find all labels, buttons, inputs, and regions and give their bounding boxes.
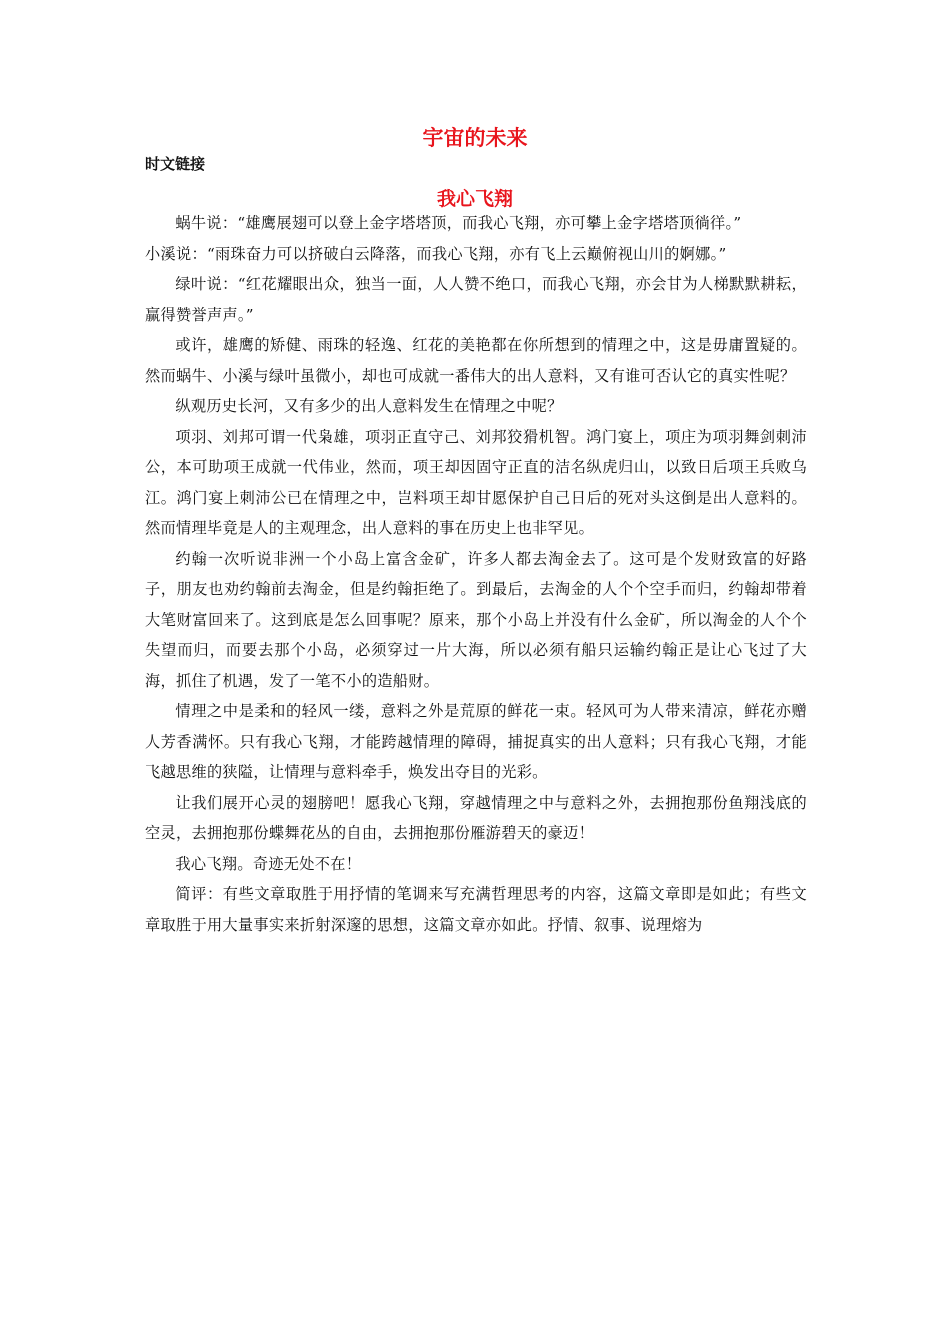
paragraph: 小溪说：“雨珠奋力可以挤破白云降落，而我心飞翔，亦有飞上云巅俯视山川的婀娜。” xyxy=(145,244,727,263)
paragraph: 我心飞翔。奇迹无处不在！ xyxy=(175,854,362,873)
paragraph: 纵观历史长河，又有多少的出人意料发生在情理之中呢？ xyxy=(175,397,563,415)
review-paragraph: 简评：有些文章取胜于用抒情的笔调来写充满哲理思考的内容，这篇文章即是如此；有些文章取胜于用大量事实来折射深邃的思想，这篇文章亦如此。抒情、叙事、说理熔为 xyxy=(145,885,807,934)
paragraph: 绿叶说：“红花耀眼出众，独当一面，人人赞不绝口，而我心飞翔，亦会甘为人梯默默耕耘，赢得赞誉声声。” xyxy=(145,275,807,324)
document-title: 宇宙的未来 xyxy=(422,126,528,150)
article-body xyxy=(145,208,807,940)
paragraph: 让我们展开心灵的翅膀吧！愿我心飞翔，穿越情理之中与意料之外，去拥抱那份鱼翔浅底的空灵，去拥抱那份蝶舞花丛的自由，去拥抱那份雁游碧天的豪迈！ xyxy=(145,793,807,842)
paragraph: 蜗牛说：“雄鹰展翅可以登上金字塔塔顶，而我心飞翔，亦可攀上金字塔塔顶徜徉。” xyxy=(175,214,742,232)
paragraph: 项羽、刘邦可谓一代枭雄，项羽正直守己、刘邦狡猾机智。鸿门宴上，项庄为项羽舞剑刺沛公，本可助项王成就一代伟业，然而，项王却因固守正直的洁名纵虎归山，以致日后项王兵败乌江。鸿门宴上刺沛公已在情理之中，岂料项王却甘愿保护自己日后的死对头这倒是出人意料的。然而情理毕竟是人的主观理念，出人意料的事在历史上也非罕见。 xyxy=(145,427,807,537)
article-title: 我心飞翔 xyxy=(436,188,513,210)
section-label: 时文链接 xyxy=(145,155,206,173)
paragraph: 情理之中是柔和的轻风一缕，意料之外是荒原的鲜花一束。轻风可为人带来清凉，鲜花亦赠人芳香满怀。只有我心飞翔，才能跨越情理的障碍，捕捉真实的出人意料；只有我心飞翔，才能飞越思维的狭隘，让情理与意料牵手，焕发出夺目的光彩。 xyxy=(145,702,807,781)
paragraph: 约翰一次听说非洲一个小岛上富含金矿，许多人都去淘金去了。这可是个发财致富的好路子，朋友也劝约翰前去淘金，但是约翰拒绝了。到最后，去淘金的人个个空手而归，约翰却带着大笔财富回来了。这到底是怎么回事呢？原来，那个小岛上并没有什么金矿，所以淘金的人个个失望而归，而要去那个小岛，必须穿过一片大海，所以必须有船只运输约翰正是让心飞过了大海，抓住了机遇，发了一笔不小的造船财。 xyxy=(145,549,807,690)
paragraph: 或许，雄鹰的矫健、雨珠的轻逸、红花的美艳都在你所想到的情理之中，这是毋庸置疑的。然而蜗牛、小溪与绿叶虽微小，却也可成就一番伟大的出人意料，又有谁可否认它的真实性呢？ xyxy=(145,336,807,385)
